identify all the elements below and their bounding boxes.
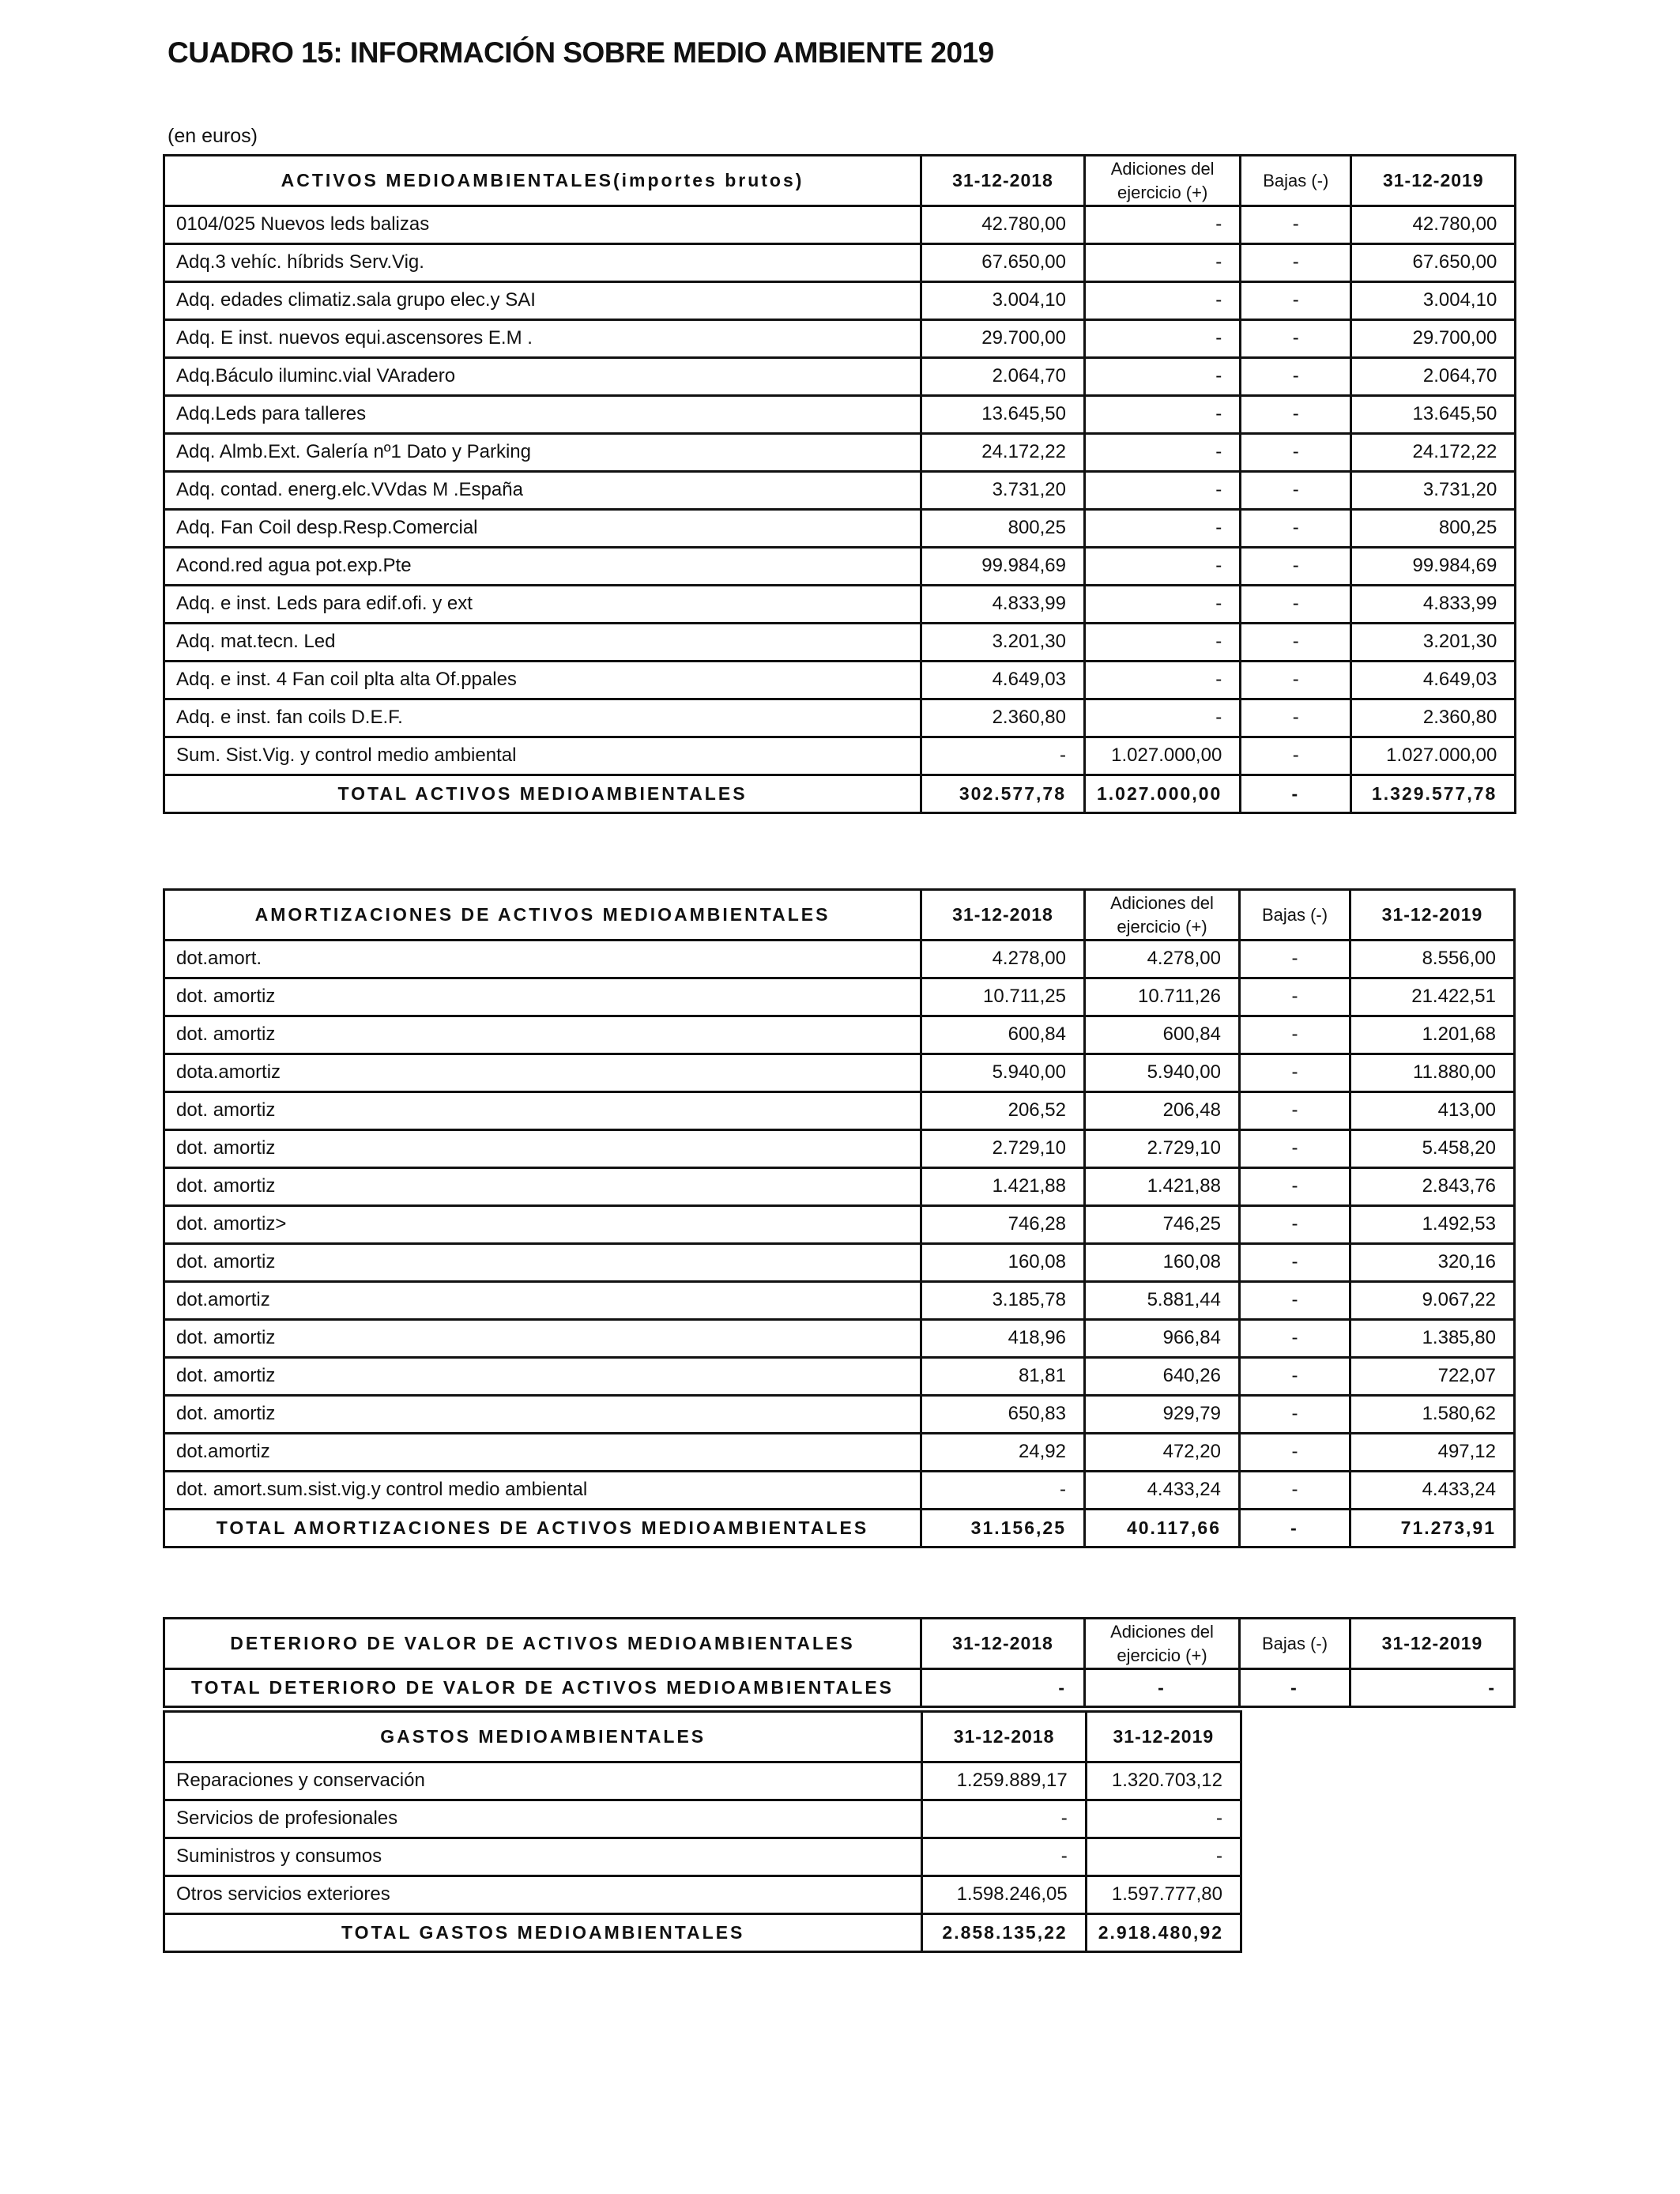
activos-row-value: - [1241,586,1351,624]
amortizaciones-header-cell: Bajas (-) [1240,890,1350,941]
gastos-row-value: - [922,1800,1086,1838]
gastos-row [164,1838,1241,1876]
deterioro-total-value: - [921,1669,1085,1707]
activos-row-label: Adq. e inst. Leds para edif.ofi. y ext [164,586,921,624]
activos-row-value: - [1241,548,1351,586]
activos-row-value: 2.360,80 [1351,699,1516,737]
amortizaciones-row-value: 81,81 [921,1358,1085,1396]
activos-row-label: Adq. edades climatiz.sala grupo elec.y SAI [164,282,921,320]
amortizaciones-row-value: 1.492,53 [1350,1206,1515,1244]
amortizaciones-row-value: 966,84 [1085,1320,1240,1358]
amortizaciones-row [164,941,1515,978]
amortizaciones-row-value: 10.711,26 [1085,978,1240,1016]
amortizaciones-total-value: 40.117,66 [1085,1510,1240,1547]
gastos-row-label: Suministros y consumos [164,1838,922,1876]
amortizaciones-row-value: - [1240,1130,1350,1168]
activos-row-value: - [1241,358,1351,396]
activos-row [164,586,1516,624]
amortizaciones-row-value: 650,83 [921,1396,1085,1434]
activos-row-value: 42.780,00 [921,206,1085,244]
amortizaciones-row [164,1168,1515,1206]
activos-row-value: 800,25 [921,510,1085,548]
activos-row-value: 4.833,99 [921,586,1085,624]
activos-header-cell: Bajas (-) [1241,156,1351,206]
amortizaciones-row-value: 160,08 [1085,1244,1240,1282]
amortizaciones-row-value: 206,48 [1085,1092,1240,1130]
activos-row-value: - [1085,244,1241,282]
amortizaciones-row-label: dot. amortiz [164,1358,921,1396]
amortizaciones-row [164,1092,1515,1130]
amortizaciones-row-value: - [1240,1282,1350,1320]
amortizaciones-row-value: - [1240,1472,1350,1510]
amortizaciones-header-cell: 31-12-2019 [1350,890,1515,941]
amortizaciones-row-label: dot. amortiz [164,1320,921,1358]
activos-row [164,206,1516,244]
gastos-row-value: 1.598.246,05 [922,1876,1086,1914]
amortizaciones-row-value: 320,16 [1350,1244,1515,1282]
amortizaciones-row-value: 24,92 [921,1434,1085,1472]
gastos-row-value: - [922,1838,1086,1876]
amortizaciones-row-value: - [1240,1434,1350,1472]
activos-row-value: 3.004,10 [921,282,1085,320]
activos-row-value: - [1241,320,1351,358]
amortizaciones-row-value: 1.385,80 [1350,1320,1515,1358]
amortizaciones-row-value: 1.201,68 [1350,1016,1515,1054]
activos-row [164,510,1516,548]
amortizaciones-row-value: - [1240,1244,1350,1282]
amortizaciones-row-label: dot. amort.sum.sist.vig.y control medio ambiental [164,1472,921,1510]
amortizaciones-row [164,1320,1515,1358]
activos-row-label: Adq.3 vehíc. híbrids Serv.Vig. [164,244,921,282]
activos-row [164,472,1516,510]
activos-total-value: 1.329.577,78 [1351,775,1516,813]
activos-row-label: Adq. contad. energ.elc.VVdas M .España [164,472,921,510]
amortizaciones-row [164,1358,1515,1396]
activos-row-value: 99.984,69 [1351,548,1516,586]
amortizaciones-row-value: - [1240,1016,1350,1054]
activos-row-value: - [1241,396,1351,434]
activos-row-value: 3.201,30 [1351,624,1516,662]
activos-row [164,662,1516,699]
amortizaciones-row-value: 722,07 [1350,1358,1515,1396]
amortizaciones-row-value: 929,79 [1085,1396,1240,1434]
amortizaciones-row-value: - [1240,1206,1350,1244]
activos-row-value: 42.780,00 [1351,206,1516,244]
gastos-row [164,1876,1241,1914]
amortizaciones-row-value: 746,28 [921,1206,1085,1244]
amortizaciones-row-label: dot. amortiz [164,1244,921,1282]
gastos-row-value: 1.259.889,17 [922,1762,1086,1800]
amortizaciones-row [164,978,1515,1016]
page-title: CUADRO 15: INFORMACIÓN SOBRE MEDIO AMBIENTE 2019 [168,36,994,69]
amortizaciones-row-value: 2.729,10 [1085,1130,1240,1168]
activos-row-value: - [1085,206,1241,244]
amortizaciones-row-value: 640,26 [1085,1358,1240,1396]
activos-row-label: Sum. Sist.Vig. y control medio ambiental [164,737,921,775]
amortizaciones-row [164,1396,1515,1434]
activos-row-value: 3.731,20 [921,472,1085,510]
activos-row-value: - [1241,699,1351,737]
amortizaciones-row-value: 2.843,76 [1350,1168,1515,1206]
amortizaciones-row-label: dot. amortiz [164,1396,921,1434]
activos-row-value: - [1085,586,1241,624]
amortizaciones-row-value: - [921,1472,1085,1510]
activos-table [163,154,1516,814]
activos-row-value: - [1241,206,1351,244]
amortizaciones-row-value: 160,08 [921,1244,1085,1282]
amortizaciones-row-label: dot. amortiz [164,978,921,1016]
amortizaciones-total-label: TOTAL AMORTIZACIONES DE ACTIVOS MEDIOAMBIENTALES [164,1510,921,1547]
activos-row-value: 4.649,03 [921,662,1085,699]
activos-row-value: - [1241,282,1351,320]
amortizaciones-row-value: 4.278,00 [921,941,1085,978]
activos-row [164,434,1516,472]
activos-row-label: Adq. E inst. nuevos equi.ascensores E.M . [164,320,921,358]
gastos-header-cell: 31-12-2018 [922,1712,1086,1762]
deterioro-header-cell: Adiciones del ejercicio (+) [1085,1619,1240,1669]
amortizaciones-row-label: dota.amortiz [164,1054,921,1092]
amortizaciones-row-value: 9.067,22 [1350,1282,1515,1320]
gastos-row [164,1800,1241,1838]
gastos-row-label: Servicios de profesionales [164,1800,922,1838]
activos-row-value: - [1241,662,1351,699]
deterioro-header-cell: Bajas (-) [1240,1619,1350,1669]
activos-row-value: 2.064,70 [1351,358,1516,396]
activos-row [164,548,1516,586]
activos-row [164,624,1516,662]
deterioro-header-row [164,1619,1515,1669]
amortizaciones-row-value: 4.433,24 [1350,1472,1515,1510]
amortizaciones-row [164,1282,1515,1320]
amortizaciones-row-value: - [1240,1396,1350,1434]
amortizaciones-row [164,1054,1515,1092]
activos-row-value: 2.064,70 [921,358,1085,396]
amortizaciones-row-value: 5.458,20 [1350,1130,1515,1168]
activos-total-value: - [1241,775,1351,813]
gastos-row-label: Reparaciones y conservación [164,1762,922,1800]
activos-row-value: - [1085,548,1241,586]
amortizaciones-row-value: 1.421,88 [921,1168,1085,1206]
amortizaciones-row-value: 2.729,10 [921,1130,1085,1168]
activos-row-value: - [1085,472,1241,510]
activos-row-label: Acond.red agua pot.exp.Pte [164,548,921,586]
amortizaciones-row-value: 472,20 [1085,1434,1240,1472]
activos-row [164,244,1516,282]
gastos-header-cell: GASTOS MEDIOAMBIENTALES [164,1712,922,1762]
activos-row-value: - [1085,662,1241,699]
activos-row-value: - [1241,434,1351,472]
activos-row-value: 800,25 [1351,510,1516,548]
activos-row-label: Adq. e inst. fan coils D.E.F. [164,699,921,737]
deterioro-table [163,1617,1516,1708]
amortizaciones-row-value: 21.422,51 [1350,978,1515,1016]
amortizaciones-row-value: 5.940,00 [921,1054,1085,1092]
deterioro-header-cell: 31-12-2019 [1350,1619,1515,1669]
activos-row-value: 4.833,99 [1351,586,1516,624]
activos-row [164,358,1516,396]
amortizaciones-row [164,1016,1515,1054]
amortizaciones-row-label: dot. amortiz [164,1130,921,1168]
amortizaciones-row-value: 3.185,78 [921,1282,1085,1320]
activos-row [164,396,1516,434]
activos-row-value: - [1241,737,1351,775]
amortizaciones-row-value: 5.881,44 [1085,1282,1240,1320]
activos-row-value: 4.649,03 [1351,662,1516,699]
activos-row-label: Adq. Fan Coil desp.Resp.Comercial [164,510,921,548]
activos-row-label: 0104/025 Nuevos leds balizas [164,206,921,244]
activos-total-value: 302.577,78 [921,775,1085,813]
activos-row-value: - [1085,510,1241,548]
activos-row-value: - [1085,624,1241,662]
amortizaciones-row-value: - [1240,1092,1350,1130]
activos-row-value: 1.027.000,00 [1351,737,1516,775]
activos-row-value: 67.650,00 [921,244,1085,282]
amortizaciones-row-value: - [1240,1320,1350,1358]
amortizaciones-row [164,1434,1515,1472]
deterioro-header-cell: DETERIORO DE VALOR DE ACTIVOS MEDIOAMBIENTALES [164,1619,921,1669]
gastos-total-row [164,1914,1241,1952]
amortizaciones-table [163,888,1516,1548]
amortizaciones-row-label: dot.amortiz [164,1282,921,1320]
amortizaciones-row [164,1130,1515,1168]
deterioro-total-value: - [1350,1669,1515,1707]
activos-header-cell: ACTIVOS MEDIOAMBIENTALES(importes brutos) [164,156,921,206]
gastos-total-value: 2.858.135,22 [922,1914,1086,1952]
activos-row [164,699,1516,737]
amortizaciones-row-value: 4.278,00 [1085,941,1240,978]
amortizaciones-row-value: 1.421,88 [1085,1168,1240,1206]
deterioro-total-label: TOTAL DETERIORO DE VALOR DE ACTIVOS MEDIOAMBIENTALES [164,1669,921,1707]
deterioro-header-cell: 31-12-2018 [921,1619,1085,1669]
deterioro-total-value: - [1085,1669,1240,1707]
gastos-total-value: 2.918.480,92 [1086,1914,1241,1952]
activos-header-cell: Adiciones del ejercicio (+) [1085,156,1241,206]
amortizaciones-row-value: 418,96 [921,1320,1085,1358]
activos-header-cell: 31-12-2019 [1351,156,1516,206]
activos-row-label: Adq. e inst. 4 Fan coil plta alta Of.ppales [164,662,921,699]
unit-note: (en euros) [168,125,258,147]
amortizaciones-total-value: - [1240,1510,1350,1547]
amortizaciones-row-value: 10.711,25 [921,978,1085,1016]
activos-total-value: 1.027.000,00 [1085,775,1241,813]
activos-row-value: 3.004,10 [1351,282,1516,320]
activos-row-value: - [1085,320,1241,358]
amortizaciones-row-value: - [1240,978,1350,1016]
activos-row-value: 3.731,20 [1351,472,1516,510]
activos-row-value: 99.984,69 [921,548,1085,586]
amortizaciones-row [164,1244,1515,1282]
amortizaciones-row [164,1472,1515,1510]
activos-row-value: 24.172,22 [1351,434,1516,472]
amortizaciones-row-label: dot.amortiz [164,1434,921,1472]
amortizaciones-row-value: 600,84 [1085,1016,1240,1054]
activos-row-value: 3.201,30 [921,624,1085,662]
activos-row-value: - [921,737,1085,775]
activos-row-value: 13.645,50 [921,396,1085,434]
activos-row [164,737,1516,775]
amortizaciones-row-label: dot. amortiz [164,1168,921,1206]
amortizaciones-row-value: 8.556,00 [1350,941,1515,978]
activos-row-value: 1.027.000,00 [1085,737,1241,775]
activos-row-label: Adq.Leds para talleres [164,396,921,434]
amortizaciones-row-value: - [1240,1168,1350,1206]
amortizaciones-row-value: 497,12 [1350,1434,1515,1472]
amortizaciones-row-label: dot.amort. [164,941,921,978]
activos-header-row [164,156,1516,206]
activos-row-value: 29.700,00 [1351,320,1516,358]
gastos-row-value: - [1086,1800,1241,1838]
activos-body [164,156,1516,813]
activos-row-value: - [1085,396,1241,434]
activos-header-cell: 31-12-2018 [921,156,1085,206]
amortizaciones-row-label: dot. amortiz [164,1092,921,1130]
amortizaciones-row-value: 206,52 [921,1092,1085,1130]
activos-row [164,320,1516,358]
activos-row-value: - [1241,244,1351,282]
activos-row-value: 2.360,80 [921,699,1085,737]
amortizaciones-row-label: dot. amortiz> [164,1206,921,1244]
activos-row-value: - [1085,358,1241,396]
amortizaciones-header-cell: Adiciones del ejercicio (+) [1085,890,1240,941]
amortizaciones-row-value: 11.880,00 [1350,1054,1515,1092]
gastos-row-value: 1.320.703,12 [1086,1762,1241,1800]
gastos-header-cell: 31-12-2019 [1086,1712,1241,1762]
gastos-total-label: TOTAL GASTOS MEDIOAMBIENTALES [164,1914,922,1952]
amortizaciones-row-value: 413,00 [1350,1092,1515,1130]
gastos-header-row [164,1712,1241,1762]
activos-row-value: - [1241,624,1351,662]
activos-row-label: Adq.Báculo iluminc.vial VAradero [164,358,921,396]
amortizaciones-total-row [164,1510,1515,1547]
activos-row-value: 67.650,00 [1351,244,1516,282]
gastos-table [163,1710,1242,1953]
amortizaciones-row-value: 600,84 [921,1016,1085,1054]
activos-row-label: Adq. mat.tecn. Led [164,624,921,662]
activos-row-value: - [1085,699,1241,737]
amortizaciones-header-row [164,890,1515,941]
activos-row-value: 13.645,50 [1351,396,1516,434]
deterioro-total-value: - [1240,1669,1350,1707]
amortizaciones-row-value: 746,25 [1085,1206,1240,1244]
amortizaciones-row-value: 1.580,62 [1350,1396,1515,1434]
activos-row-value: 29.700,00 [921,320,1085,358]
deterioro-body [164,1619,1515,1707]
gastos-row-value: 1.597.777,80 [1086,1876,1241,1914]
deterioro-total-row [164,1669,1515,1707]
activos-row-value: - [1241,510,1351,548]
amortizaciones-row-value: - [1240,941,1350,978]
amortizaciones-header-cell: 31-12-2018 [921,890,1085,941]
activos-row-value: - [1241,472,1351,510]
gastos-row-value: - [1086,1838,1241,1876]
amortizaciones-header-cell: AMORTIZACIONES DE ACTIVOS MEDIOAMBIENTALES [164,890,921,941]
amortizaciones-row-value: - [1240,1358,1350,1396]
activos-row [164,282,1516,320]
amortizaciones-total-value: 31.156,25 [921,1510,1085,1547]
amortizaciones-row [164,1206,1515,1244]
gastos-body [164,1712,1241,1952]
amortizaciones-row-value: - [1240,1054,1350,1092]
activos-total-row [164,775,1516,813]
activos-row-value: - [1085,282,1241,320]
amortizaciones-row-value: 5.940,00 [1085,1054,1240,1092]
amortizaciones-total-value: 71.273,91 [1350,1510,1515,1547]
activos-total-label: TOTAL ACTIVOS MEDIOAMBIENTALES [164,775,921,813]
activos-row-value: 24.172,22 [921,434,1085,472]
gastos-row [164,1762,1241,1800]
gastos-row-label: Otros servicios exteriores [164,1876,922,1914]
activos-row-label: Adq. Almb.Ext. Galería nº1 Dato y Parking [164,434,921,472]
activos-row-value: - [1085,434,1241,472]
amortizaciones-body [164,890,1515,1547]
amortizaciones-row-label: dot. amortiz [164,1016,921,1054]
amortizaciones-row-value: 4.433,24 [1085,1472,1240,1510]
